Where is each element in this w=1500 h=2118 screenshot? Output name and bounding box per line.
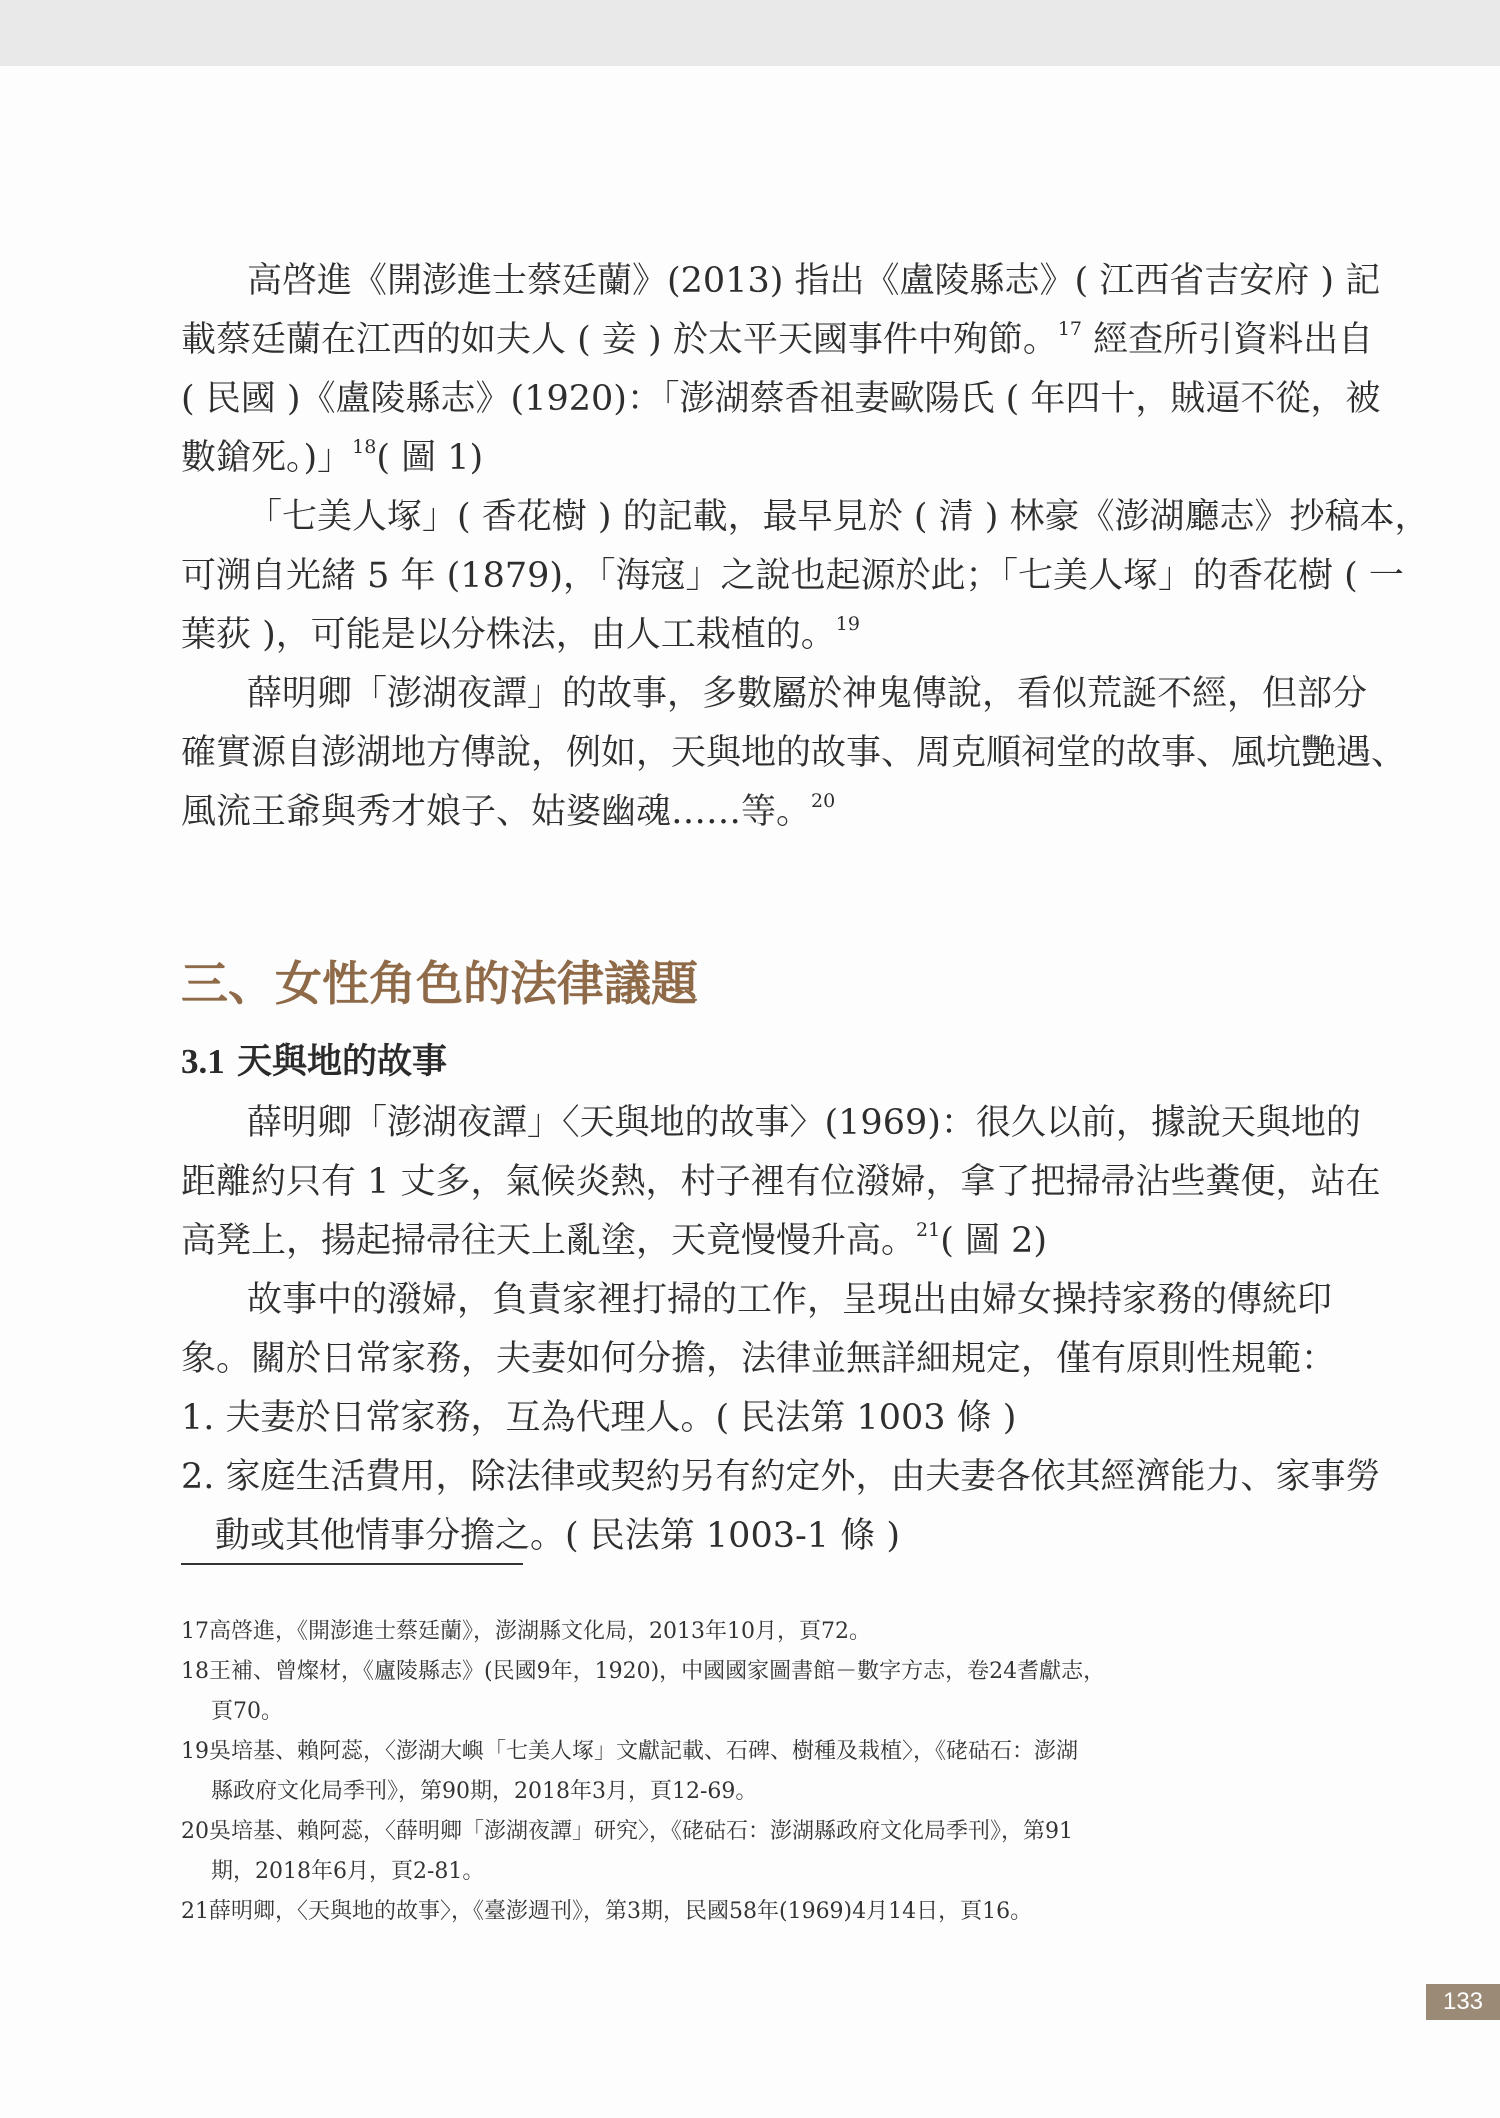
text-line: 薛明卿「澎湖夜譚」〈天與地的故事〉(1969)：很久以前，據說天與地的 (247, 1103, 1361, 1143)
text-line: 載蔡廷蘭在江西的如夫人 ( 妾 ) 於太平天國事件中殉節。$^{17}$ 經查所引資料出自 (181, 318, 1374, 360)
text-line: 數鎗死。)」$^{18}$( 圖 1) (181, 436, 484, 478)
footnote-17 (181, 1612, 1293, 1652)
footnote-ref[interactable]: 21 (916, 1219, 941, 1241)
list-item-2 (181, 1448, 1381, 1566)
text-line: 象。關於日常家務，夫妻如何分擔，法律並無詳細規定，僅有原則性規範： (181, 1339, 1337, 1379)
footnote-ref[interactable]: 19 (835, 613, 860, 635)
paragraph-2 (181, 488, 1430, 665)
list-item-1 (181, 1389, 1293, 1448)
footnote-19 (181, 1732, 1293, 1812)
text-line: 高凳上，揚起掃帚往天上亂塗，天竟慢慢升高。$^{21}$( 圖 2) (181, 1219, 1048, 1261)
text-line: 動或其他情事分擔之。( 民法第 1003-1 條 ) (215, 1516, 900, 1556)
footnote-line: 19吳培基、賴阿蕊，〈澎湖大嶼「七美人塚」文獻記載、石碑、樹種及栽植〉，《硓𥑮石：澎湖 (181, 1739, 1078, 1764)
text-line: 故事中的潑婦，負責家裡打掃的工作，呈現出由婦女操持家務的傳統印 (247, 1280, 1333, 1320)
text-line: ( 民國 )《盧陵縣志》(1920)：「澎湖蔡香祖妻歐陽氏 ( 年四十，賊逼不從，被 (181, 379, 1381, 419)
footnote-ref[interactable]: 17 (1057, 318, 1083, 340)
text-line: 確實源自澎湖地方傳說，例如，天與地的故事、周克順祠堂的故事、風坑艷遇、 (181, 733, 1407, 773)
footnote-21 (181, 1892, 1293, 1932)
footnote-divider (181, 1563, 523, 1565)
paragraph-5 (181, 1271, 1337, 1389)
footnote-line: 21薛明卿，〈天與地的故事〉，《臺澎週刊》，第3期，民國58年(1969)4月14日，頁16。 (181, 1899, 1033, 1924)
paragraph-3 (181, 665, 1407, 842)
paragraph-1 (181, 252, 1381, 488)
footnote-ref[interactable]: 18 (352, 436, 377, 458)
subsection-title: 天與地的故事 (236, 1042, 447, 1082)
footnote-line: 18王補、曾燦材，《廬陵縣志》(民國9年，1920)，中國國家圖書館－數字方志，卷24耆獻志， (181, 1659, 1106, 1684)
footnote-line: 縣政府文化局季刊》，第90期，2018年3月，頁12-69。 (211, 1779, 758, 1804)
text-line: 「七美人塚」( 香花樹 ) 的記載，最早見於 ( 清 ) 林豪《澎湖廳志》抄稿本， (247, 497, 1430, 537)
subsection-heading (181, 1036, 447, 1088)
text-line: 1. 夫妻於日常家務，互為代理人。( 民法第 1003 條 ) (181, 1398, 1017, 1438)
text-line: 距離約只有 1 丈多，氣候炎熱，村子裡有位潑婦，拿了把掃帚沾些糞便，站在 (181, 1162, 1381, 1202)
footnote-line: 期，2018年6月，頁2-81。 (211, 1859, 485, 1884)
footnote-line: 17高啓進，《開澎進士蔡廷蘭》，澎湖縣文化局，2013年10月，頁72。 (181, 1619, 871, 1644)
paragraph-4 (181, 1094, 1381, 1271)
text-line: 薛明卿「澎湖夜譚」的故事，多數屬於神鬼傳說，看似荒誕不經，但部分 (247, 674, 1368, 714)
section-heading: 三、女性角色的法律議題 (181, 957, 698, 1012)
subsection-number: 3.1 (181, 1042, 225, 1081)
text-line: 風流王爺與秀才娘子、姑婆幽魂……等。$^{20}$ (181, 790, 836, 832)
page-number: 133 (1426, 1984, 1500, 2020)
text-line: 葉荻 )，可能是以分株法，由人工栽植的。$^{19}$ (181, 613, 860, 655)
scan-top-margin (0, 0, 1500, 66)
footnote-ref[interactable]: 20 (811, 790, 836, 812)
footnote-line: 頁70。 (211, 1699, 283, 1724)
footnote-20 (181, 1812, 1293, 1892)
footnotes (181, 1612, 1293, 1932)
footnote-18 (181, 1652, 1293, 1732)
footnote-line: 20吳培基、賴阿蕊，〈薛明卿「澎湖夜譚」研究〉，《硓𥑮石：澎湖縣政府文化局季刊》，第91 (181, 1819, 1073, 1844)
text-line: 2. 家庭生活費用，除法律或契約另有約定外，由夫妻各依其經濟能力、家事勞 (181, 1457, 1381, 1497)
text-line: 高啓進《開澎進士蔡廷蘭》(2013) 指出《盧陵縣志》( 江西省吉安府 ) 記 (247, 261, 1381, 301)
text-line: 可溯自光緒 5 年 (1879)，「海寇」之說也起源於此；「七美人塚」的香花樹 ( 一 (181, 556, 1404, 596)
